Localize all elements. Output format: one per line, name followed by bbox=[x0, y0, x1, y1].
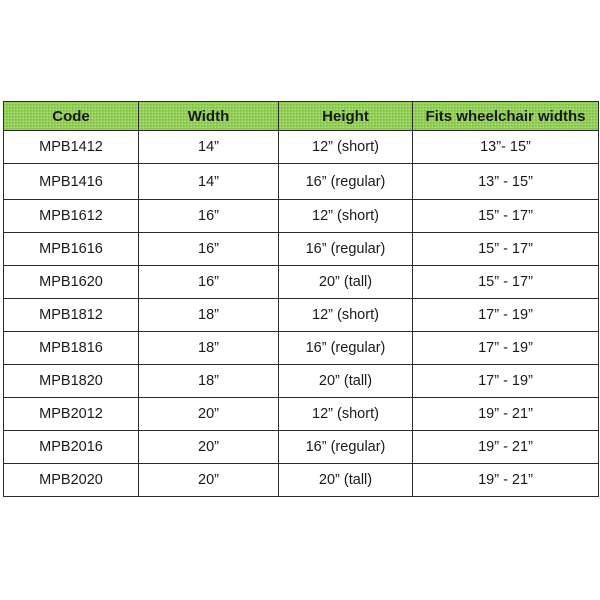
cell-width: 20” bbox=[139, 464, 279, 497]
table-body bbox=[4, 131, 599, 497]
cell-height: 16” (regular) bbox=[279, 332, 413, 365]
table-row bbox=[4, 266, 599, 299]
cell-code: MPB2012 bbox=[4, 398, 139, 431]
cell-fits: 13” - 15” bbox=[413, 164, 599, 200]
cell-code: MPB1812 bbox=[4, 299, 139, 332]
table-row bbox=[4, 365, 599, 398]
cell-fits: 19” - 21” bbox=[413, 431, 599, 464]
table-row bbox=[4, 464, 599, 497]
cell-width: 14” bbox=[139, 164, 279, 200]
cell-width: 14” bbox=[139, 131, 279, 164]
header-code: Code bbox=[4, 102, 139, 131]
cell-width: 18” bbox=[139, 299, 279, 332]
table-header bbox=[4, 102, 599, 131]
table-row bbox=[4, 431, 599, 464]
cell-height: 16” (regular) bbox=[279, 164, 413, 200]
table-row bbox=[4, 131, 599, 164]
cell-width: 18” bbox=[139, 365, 279, 398]
cell-code: MPB1816 bbox=[4, 332, 139, 365]
table-row bbox=[4, 299, 599, 332]
cell-fits: 17” - 19” bbox=[413, 332, 599, 365]
cell-code: MPB1412 bbox=[4, 131, 139, 164]
cell-fits: 17” - 19” bbox=[413, 365, 599, 398]
cell-fits: 17” - 19” bbox=[413, 299, 599, 332]
header-width: Width bbox=[139, 102, 279, 131]
cell-width: 20” bbox=[139, 431, 279, 464]
cell-code: MPB1612 bbox=[4, 200, 139, 233]
cell-code: MPB1416 bbox=[4, 164, 139, 200]
cell-height: 12” (short) bbox=[279, 299, 413, 332]
table-row bbox=[4, 332, 599, 365]
cell-height: 16” (regular) bbox=[279, 431, 413, 464]
cell-height: 20” (tall) bbox=[279, 464, 413, 497]
cell-fits: 15” - 17” bbox=[413, 266, 599, 299]
cell-code: MPB1620 bbox=[4, 266, 139, 299]
table-row bbox=[4, 200, 599, 233]
header-row bbox=[4, 102, 599, 131]
cell-height: 16” (regular) bbox=[279, 233, 413, 266]
cell-width: 16” bbox=[139, 200, 279, 233]
cell-fits: 15” - 17” bbox=[413, 200, 599, 233]
cell-fits: 15” - 17” bbox=[413, 233, 599, 266]
cell-height: 12” (short) bbox=[279, 398, 413, 431]
cell-code: MPB1820 bbox=[4, 365, 139, 398]
header-height: Height bbox=[279, 102, 413, 131]
header-fits: Fits wheelchair widths bbox=[413, 102, 599, 131]
cell-height: 12” (short) bbox=[279, 131, 413, 164]
cell-code: MPB2016 bbox=[4, 431, 139, 464]
cell-width: 16” bbox=[139, 233, 279, 266]
cell-height: 20” (tall) bbox=[279, 365, 413, 398]
table-row bbox=[4, 233, 599, 266]
size-chart-table bbox=[3, 101, 599, 497]
cell-fits: 19” - 21” bbox=[413, 398, 599, 431]
cell-code: MPB2020 bbox=[4, 464, 139, 497]
cell-height: 12” (short) bbox=[279, 200, 413, 233]
table-row bbox=[4, 164, 599, 200]
cell-fits: 19” - 21” bbox=[413, 464, 599, 497]
cell-width: 20” bbox=[139, 398, 279, 431]
cell-height: 20” (tall) bbox=[279, 266, 413, 299]
cell-code: MPB1616 bbox=[4, 233, 139, 266]
cell-width: 16” bbox=[139, 266, 279, 299]
cell-fits: 13”- 15” bbox=[413, 131, 599, 164]
table-row bbox=[4, 398, 599, 431]
cell-width: 18” bbox=[139, 332, 279, 365]
